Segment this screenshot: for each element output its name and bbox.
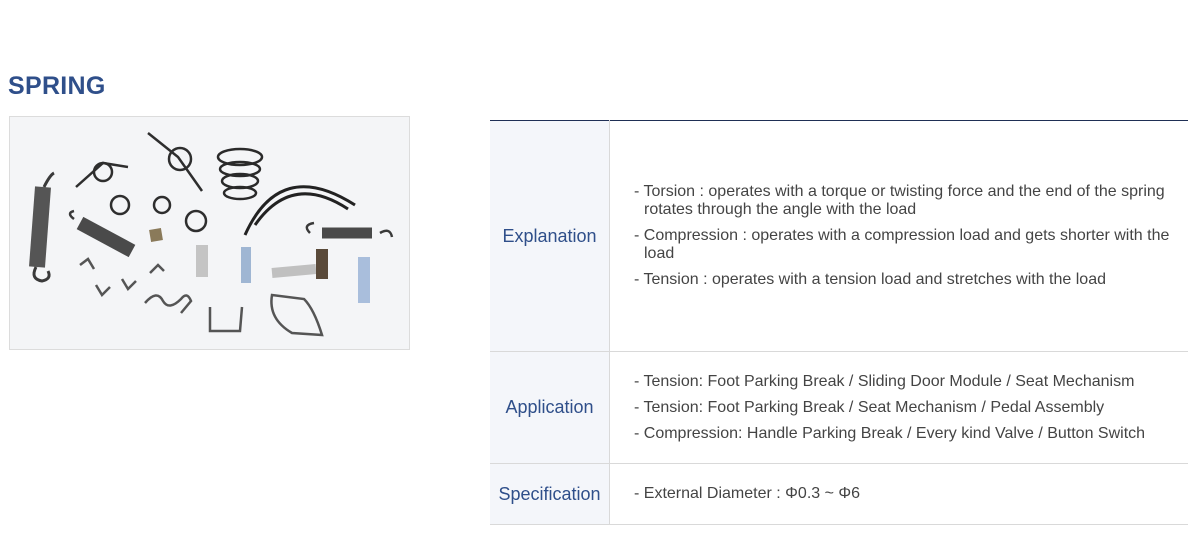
application-header: Application: [490, 352, 610, 464]
list-item: - Tension : operates with a tension load and stretches with the load: [634, 271, 1106, 288]
explanation-row: [490, 121, 1188, 352]
application-row: [490, 352, 1188, 464]
application-cell: [610, 352, 1189, 464]
specification-row: [490, 464, 1188, 525]
explanation-header: Explanation: [490, 121, 610, 352]
specification-cell: [610, 464, 1189, 525]
spring-product-image: [9, 116, 410, 350]
list-item: - Torsion : operates with a torque or twisting force and the end of the spring rotates through the angle with the load: [634, 183, 1165, 218]
list-item: - Tension: Foot Parking Break / Sliding Door Module / Seat Mechanism: [634, 372, 1135, 390]
spec-table: [490, 120, 1188, 525]
list-item: - Compression : operates with a compression load and gets shorter with the load: [634, 227, 1170, 262]
explanation-cell: [610, 121, 1189, 352]
list-item: - Tension: Foot Parking Break / Seat Mechanism / Pedal Assembly: [634, 398, 1105, 416]
list-item: - External Diameter : Φ0.3 ~ Φ6: [634, 485, 861, 502]
list-item: - Compression: Handle Parking Break / Every kind Valve / Button Switch: [634, 424, 1146, 442]
specification-header: Specification: [490, 464, 610, 525]
page-title: SPRING: [8, 72, 106, 100]
